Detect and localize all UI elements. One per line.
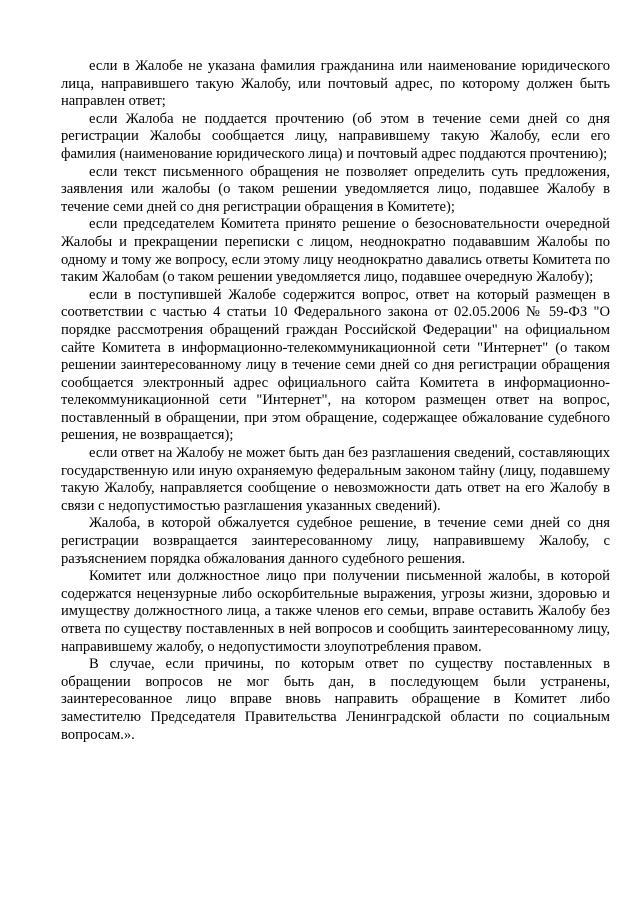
paragraph-state-secret: если ответ на Жалобу не может быть дан без разглашения сведений, составляющих государственную или иную охраняемую федеральным законом тайну (лицу, подавшему такую Жалобу, направляется сообщение о невозможности дать ответ на его Жалобу в связи с недопустимостью разглашения указанных сведений). [61,445,610,514]
paragraph-reasons-eliminated: В случае, если причины, по которым ответ по существу поставленных в обращении вопросов не мог быть дан, в последующем были устранены, заинтересованное лицо вправе вновь направить обращение в Комитет либо заместителю Председателя Правительства Ленинградской области по социальным вопросам.». [61,656,610,743]
paragraph-no-name-or-address: если в Жалобе не указана фамилия гражданина или наименование юридического лица, направившего такую Жалобу, или почтовый адрес, по которому должен быть направлен ответ; [61,58,610,110]
paragraph-essence-undeterminable: если текст письменного обращения не позволяет определить суть предложения, заявления или жалобы (о таком решении уведомляется лицо, подавшее Жалобу в течение семи дней со дня регистрации обращения в Комитете); [61,163,610,215]
paragraph-offensive-language: Комитет или должностное лицо при получении письменной жалобы, в которой содержатся нецензурные либо оскорбительные выражения, угрозы жизни, здоровью и имуществу должностного лица, а также членов его семьи, вправе оставить Жалобу без ответа по существу поставленных в ней вопросов и сообщить заинтересованному лицу, направившему жалобу, о недопустимости злоупотребления правом. [61,568,610,655]
paragraph-answer-published-online: если в поступившей Жалобе содержится вопрос, ответ на который размещен в соответствии с частью 4 статьи 10 Федерального закона от 02.05.2006 № 59-ФЗ "О порядке рассмотрения обращений граждан Российской Федерации" на официальном сайте Комитета в информационно-телекоммуникационной сети "Интернет" (о таком решении заинтересованному лицу в течение семи дней со дня регистрации обращения сообщается электронный адрес официального сайта Комитета в информационно-телекоммуникационной сети "Интернет", на котором размещен ответ на вопрос, поставленный в обращении, при этом обращение, содержащее обжалование судебного решения, не возвращается); [61,286,610,444]
document-body [61,58,610,744]
paragraph-court-decision: Жалоба, в которой обжалуется судебное решение, в течение семи дней со дня регистрации возвращается заинтересованному лицу, направившему Жалобу, с разъяснением порядка обжалования данного судебного решения. [61,515,610,567]
paragraph-repeated-complaint: если председателем Комитета принято решение о безосновательности очередной Жалобы и прекращении переписки с лицом, неоднократно подававшим Жалобы по одному и тому же вопросу, если этому лицу неоднократно давались ответы Комитета по таким Жалобам (о таком решении уведомляется лицо, подавшее очередную Жалобу); [61,216,610,286]
paragraph-unreadable: если Жалоба не поддается прочтению (об этом в течение семи дней со дня регистрации Жалобы сообщается лицу, направившему такую Жалобу, если его фамилия (наименование юридического лица) и почтовый адрес поддаются прочтению); [61,110,610,162]
